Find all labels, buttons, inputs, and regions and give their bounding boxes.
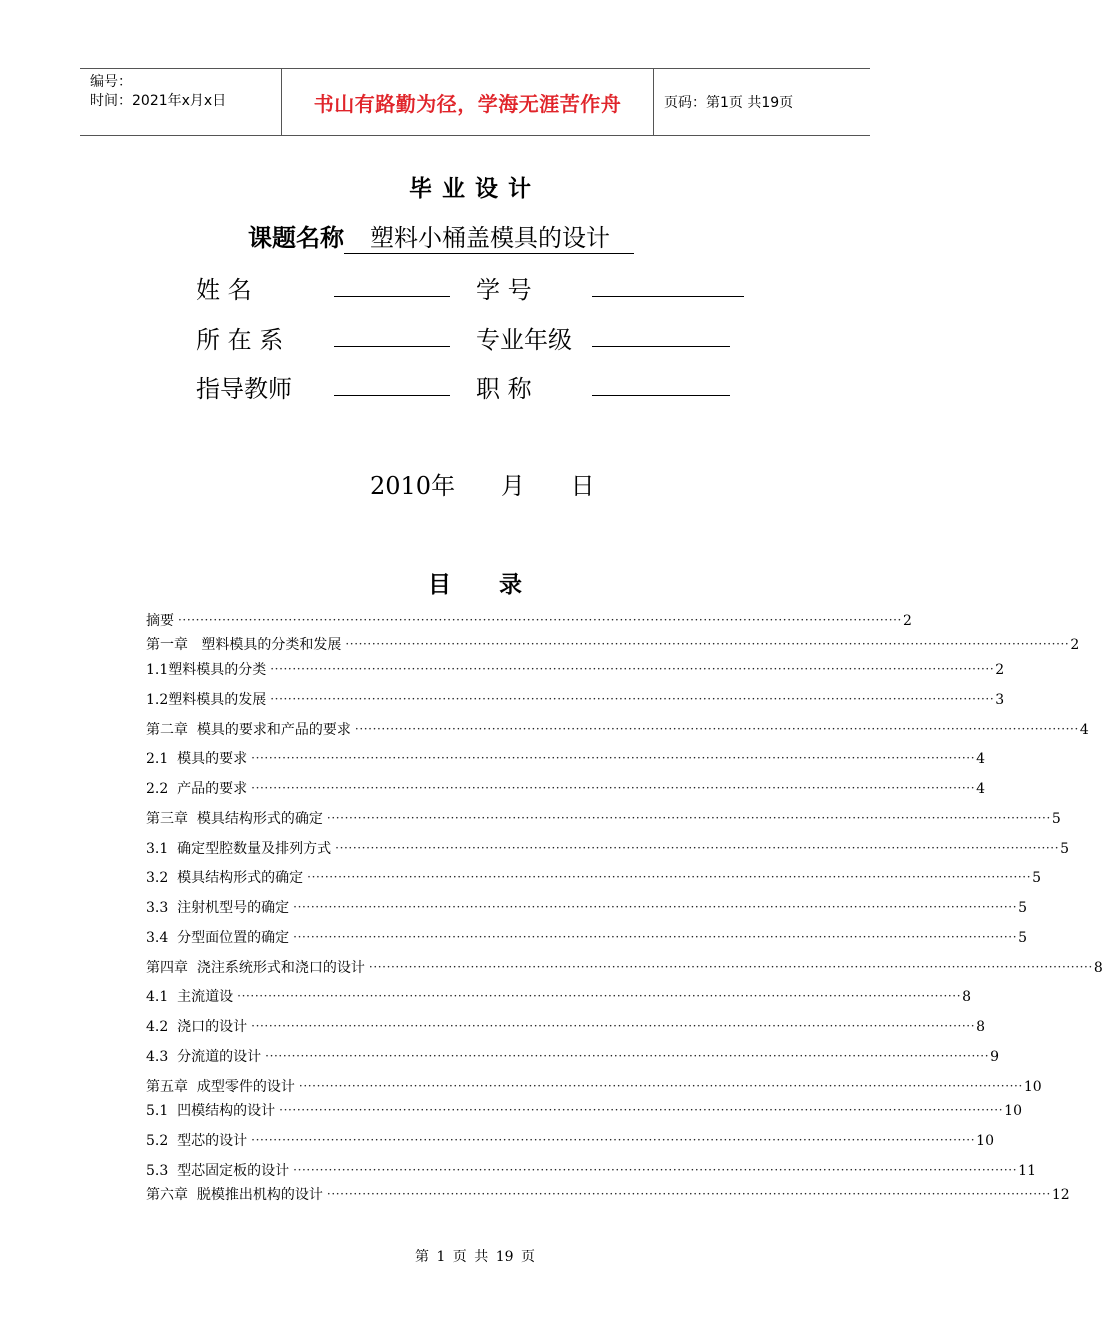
toc-entry-title: 2.1 模具的要求 xyxy=(146,751,248,767)
toc-entry-title: 5.1 凹模结构的设计 xyxy=(146,1103,276,1119)
name-blank xyxy=(334,296,450,297)
toc-entry-title: 3.1 确定型腔数量及排列方式 xyxy=(146,841,332,857)
toc-entry xyxy=(146,867,1042,887)
header-page-info: 页码：第1页 共19页 xyxy=(664,95,794,111)
toc-entry xyxy=(146,957,1103,977)
toc-entry xyxy=(146,838,1070,858)
toc-dot-leader: ···································································································································································· xyxy=(335,841,1060,855)
toc-entry-title: 1.1塑料模具的分类 xyxy=(146,662,267,678)
toc-dot-leader: ···································································································································································· xyxy=(178,613,902,627)
toc-entry-title: 3.2 模具结构形式的确定 xyxy=(146,870,304,886)
toc-dot-leader: ···································································································································································· xyxy=(237,989,962,1003)
topic-line xyxy=(248,218,634,254)
cover-title: 毕业设计 xyxy=(409,176,541,202)
document-time-label: 时间：2021年x月x日 xyxy=(90,93,227,109)
rank-label: 职 称 xyxy=(476,375,532,403)
toc-entry-page: 4 xyxy=(976,751,986,767)
toc-dot-leader: ···································································································································································· xyxy=(270,692,995,706)
toc-dot-leader: ···································································································································································· xyxy=(293,900,1018,914)
toc-entry-title: 第一章 塑料模具的分类和发展 xyxy=(146,637,342,653)
toc-entry-title: 第五章 成型零件的设计 xyxy=(146,1079,295,1095)
toc-entry xyxy=(146,1076,1042,1096)
toc-dot-leader: ···································································································································································· xyxy=(251,1019,976,1033)
toc-entry xyxy=(146,808,1061,828)
toc-entry xyxy=(146,1184,1070,1204)
toc-entry xyxy=(146,778,986,798)
toc-dot-leader: ···································································································································································· xyxy=(293,1163,1018,1177)
toc-entry-title: 第三章 模具结构形式的确定 xyxy=(146,811,323,827)
toc-entry-title: 4.2 浇口的设计 xyxy=(146,1019,248,1035)
advisor-label: 指导教师 xyxy=(196,375,292,403)
toc-entry-page: 10 xyxy=(1004,1103,1022,1119)
toc-entry-page: 4 xyxy=(1079,722,1089,738)
toc-title: 目 录 xyxy=(427,572,522,598)
name-label: 姓 名 xyxy=(196,276,252,304)
page-header xyxy=(80,68,870,136)
toc-entry-page: 9 xyxy=(990,1049,1000,1065)
toc-entry-title: 4.3 分流道的设计 xyxy=(146,1049,262,1065)
toc-entry-title: 5.2 型芯的设计 xyxy=(146,1133,248,1149)
toc-entry-page: 5 xyxy=(1051,811,1061,827)
header-motto: 书山有路勤为径，学海无涯苦作舟 xyxy=(282,69,654,135)
toc-entry-page: 5 xyxy=(1018,930,1028,946)
toc-entry xyxy=(146,1100,1022,1120)
header-meta xyxy=(80,69,282,135)
toc-entry-page: 11 xyxy=(1018,1163,1036,1179)
toc-entry-page: 10 xyxy=(976,1133,994,1149)
toc-dot-leader: ···································································································································································· xyxy=(298,1079,1023,1093)
toc-entry-title: 第四章 浇注系统形式和浇口的设计 xyxy=(146,960,365,976)
toc-entry-title: 1.2塑料模具的发展 xyxy=(146,692,267,708)
toc-dot-leader: ···································································································································································· xyxy=(251,751,976,765)
toc-entry-page: 2 xyxy=(902,613,912,629)
toc-entry-title: 第六章 脱模推出机构的设计 xyxy=(146,1187,323,1203)
toc-entry-page: 12 xyxy=(1051,1187,1070,1203)
topic-value: 塑料小桶盖模具的设计 xyxy=(344,223,634,254)
major-blank xyxy=(592,346,730,347)
toc-dot-leader: ···································································································································································· xyxy=(265,1049,990,1063)
toc-entry xyxy=(146,610,912,630)
toc-entry-title: 3.4 分型面位置的确定 xyxy=(146,930,290,946)
department-blank xyxy=(334,346,450,347)
toc-entry xyxy=(146,1046,1000,1066)
toc-entry-page: 2 xyxy=(995,662,1005,678)
student-id-blank xyxy=(592,296,744,297)
toc-dot-leader: ···································································································································································· xyxy=(354,722,1079,736)
topic-label: 课题名称 xyxy=(248,224,344,252)
toc-entry-title: 2.2 产品的要求 xyxy=(146,781,248,797)
toc-entry-page: 5 xyxy=(1018,900,1028,916)
toc-entry xyxy=(146,1016,986,1036)
toc-entry-title: 4.1 主流道设 xyxy=(146,989,234,1005)
toc-entry xyxy=(146,659,1005,679)
toc-entry-page: 4 xyxy=(976,781,986,797)
toc-entry-title: 3.3 注射机型号的确定 xyxy=(146,900,290,916)
rank-blank xyxy=(592,395,730,396)
student-id-label: 学 号 xyxy=(476,276,532,304)
toc-entry-title: 摘要 xyxy=(146,613,174,629)
advisor-blank xyxy=(334,395,450,396)
toc-dot-leader: ···································································································································································· xyxy=(279,1103,1004,1117)
toc-entry xyxy=(146,1160,1036,1180)
toc-entry-page: 8 xyxy=(962,989,972,1005)
toc-entry-page: 5 xyxy=(1060,841,1070,857)
page-footer: 第 1 页 共 19 页 xyxy=(415,1249,535,1265)
toc-entry-title: 第二章 模具的要求和产品的要求 xyxy=(146,722,351,738)
toc-entry xyxy=(146,1130,994,1150)
toc-entry-page: 10 xyxy=(1023,1079,1042,1095)
toc-entry-page: 3 xyxy=(995,692,1005,708)
toc-dot-leader: ···································································································································································· xyxy=(345,637,1070,651)
toc-entry-page: 8 xyxy=(976,1019,986,1035)
toc-entry xyxy=(146,986,972,1006)
toc-dot-leader: ···································································································································································· xyxy=(251,1133,976,1147)
toc-dot-leader: ···································································································································································· xyxy=(326,1187,1051,1201)
toc-dot-leader: ···································································································································································· xyxy=(251,781,976,795)
toc-dot-leader: ···································································································································································· xyxy=(368,960,1093,974)
toc-entry-page: 8 xyxy=(1093,960,1103,976)
department-label: 所 在 系 xyxy=(196,326,284,354)
toc-dot-leader: ···································································································································································· xyxy=(307,870,1032,884)
toc-entry xyxy=(146,897,1028,917)
toc-entry xyxy=(146,748,986,768)
toc-dot-leader: ···································································································································································· xyxy=(293,930,1018,944)
document-number-label: 编号： xyxy=(90,74,132,90)
toc-entry xyxy=(146,689,1005,709)
toc-entry-page: 5 xyxy=(1032,870,1042,886)
toc-dot-leader: ···································································································································································· xyxy=(270,662,995,676)
toc-entry-page: 2 xyxy=(1070,637,1080,653)
toc-entry xyxy=(146,634,1080,654)
toc-entry xyxy=(146,719,1089,739)
toc-entry-title: 5.3 型芯固定板的设计 xyxy=(146,1163,290,1179)
toc-entry xyxy=(146,927,1028,947)
major-label: 专业年级 xyxy=(476,326,572,354)
cover-date: 2010年 月 日 xyxy=(370,472,595,500)
toc-dot-leader: ···································································································································································· xyxy=(326,811,1051,825)
